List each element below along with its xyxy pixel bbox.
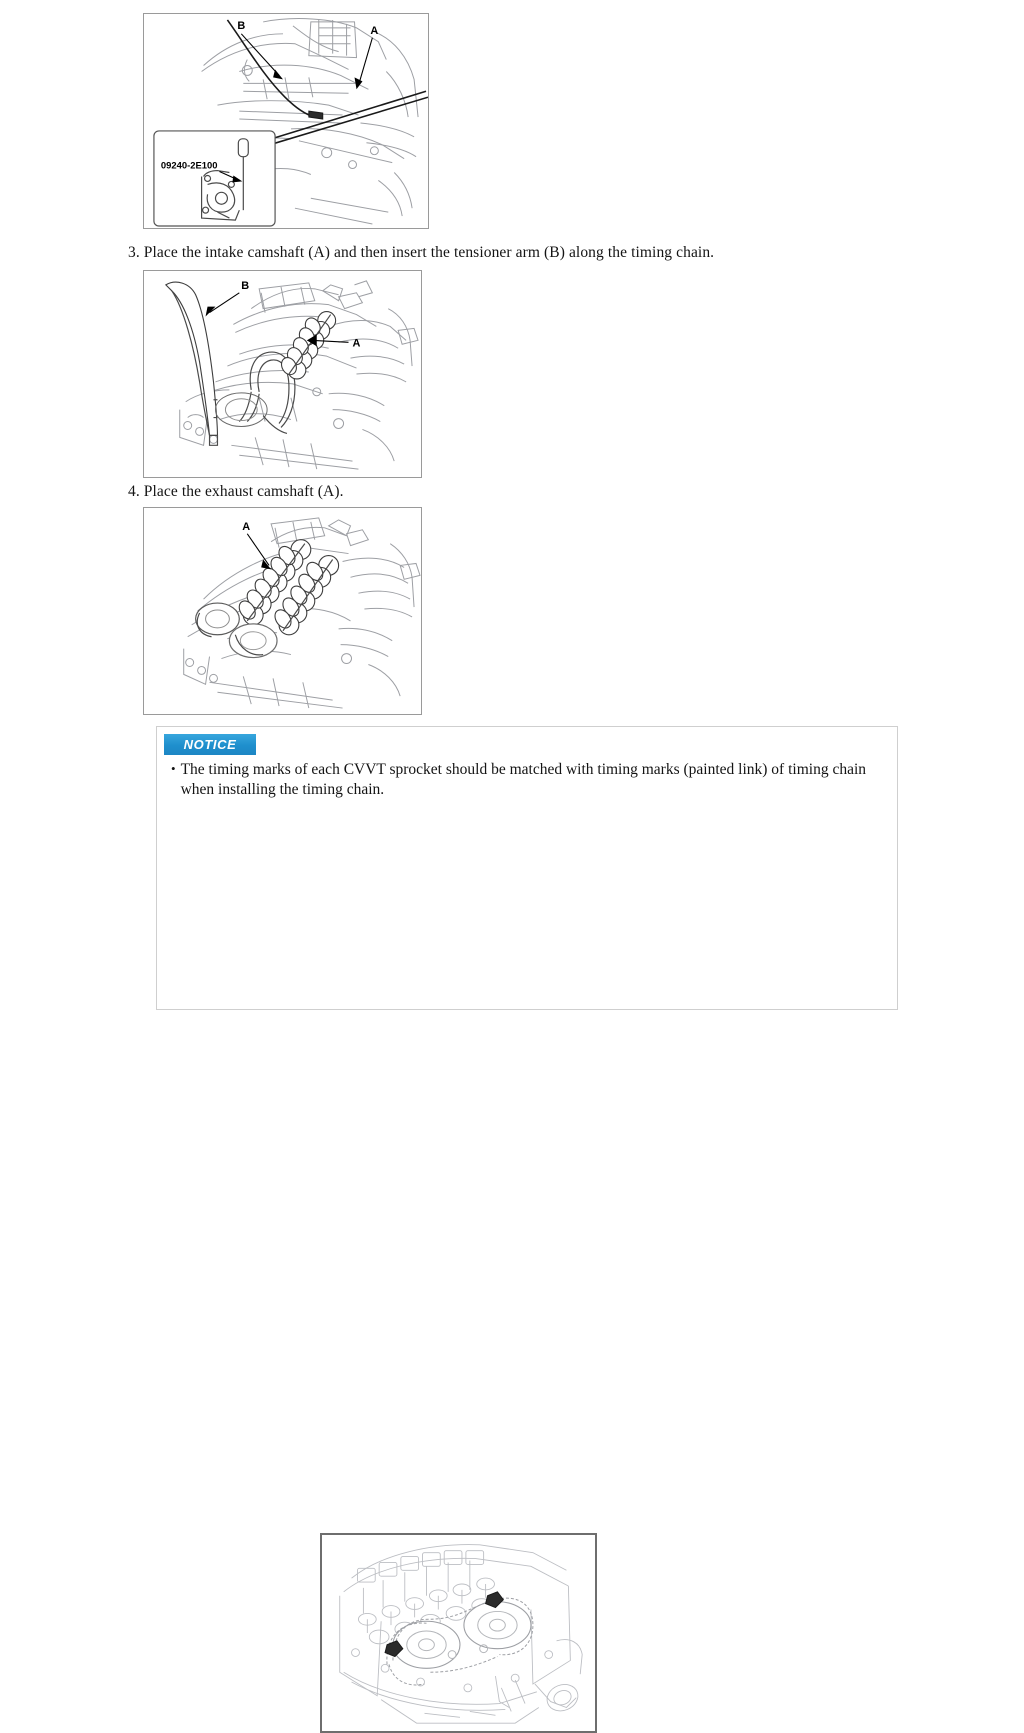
callout-b-leader [210, 293, 240, 313]
callout-a-label: A [370, 24, 379, 37]
callout-a-leader [358, 38, 372, 86]
exhaust-figure-drawing [144, 508, 421, 714]
step-4-text: 4. Place the exhaust camshaft (A). [128, 483, 344, 500]
notice-bullet-text: The timing marks of each CVVT sprocket should be matched with timing marks (painted link) of timing chain when installing the timing chain. [180, 761, 867, 799]
bullet-icon: • [171, 761, 176, 776]
figure-exhaust-camshaft [143, 507, 422, 715]
cvvt-sprocket-shapes [393, 1602, 531, 1669]
tensioner-figure-drawing [144, 271, 421, 477]
callout-a-arrow [355, 77, 363, 89]
figure-cvvt-timing-marks [320, 1533, 597, 1733]
callout-b-label: B [241, 279, 250, 292]
tensioner-arm-shape [166, 282, 218, 445]
callout-b-label: B [237, 19, 246, 32]
figure-intake-camshaft-tensioner [143, 270, 422, 478]
callout-a-leader [247, 534, 269, 566]
callout-a-label: A [352, 337, 361, 350]
notice-box [156, 726, 898, 1010]
callout-a-label: A [242, 520, 251, 533]
step-3-text: 3. Place the intake camshaft (A) and then insert the tensioner arm (B) along the timing chain. [128, 244, 715, 261]
tool-wire-tip [309, 111, 323, 119]
cvvt-figure-drawing [322, 1535, 595, 1731]
notice-bullet-item [171, 760, 886, 801]
tool-figure-drawing [144, 14, 428, 228]
figure-timing-chain-tool [143, 13, 429, 229]
notice-body [171, 760, 886, 801]
tool-inset-box [154, 131, 275, 226]
notice-label: NOTICE [183, 737, 237, 752]
notice-banner [164, 734, 256, 755]
tool-part-number: 09240-2E100 [160, 159, 218, 171]
